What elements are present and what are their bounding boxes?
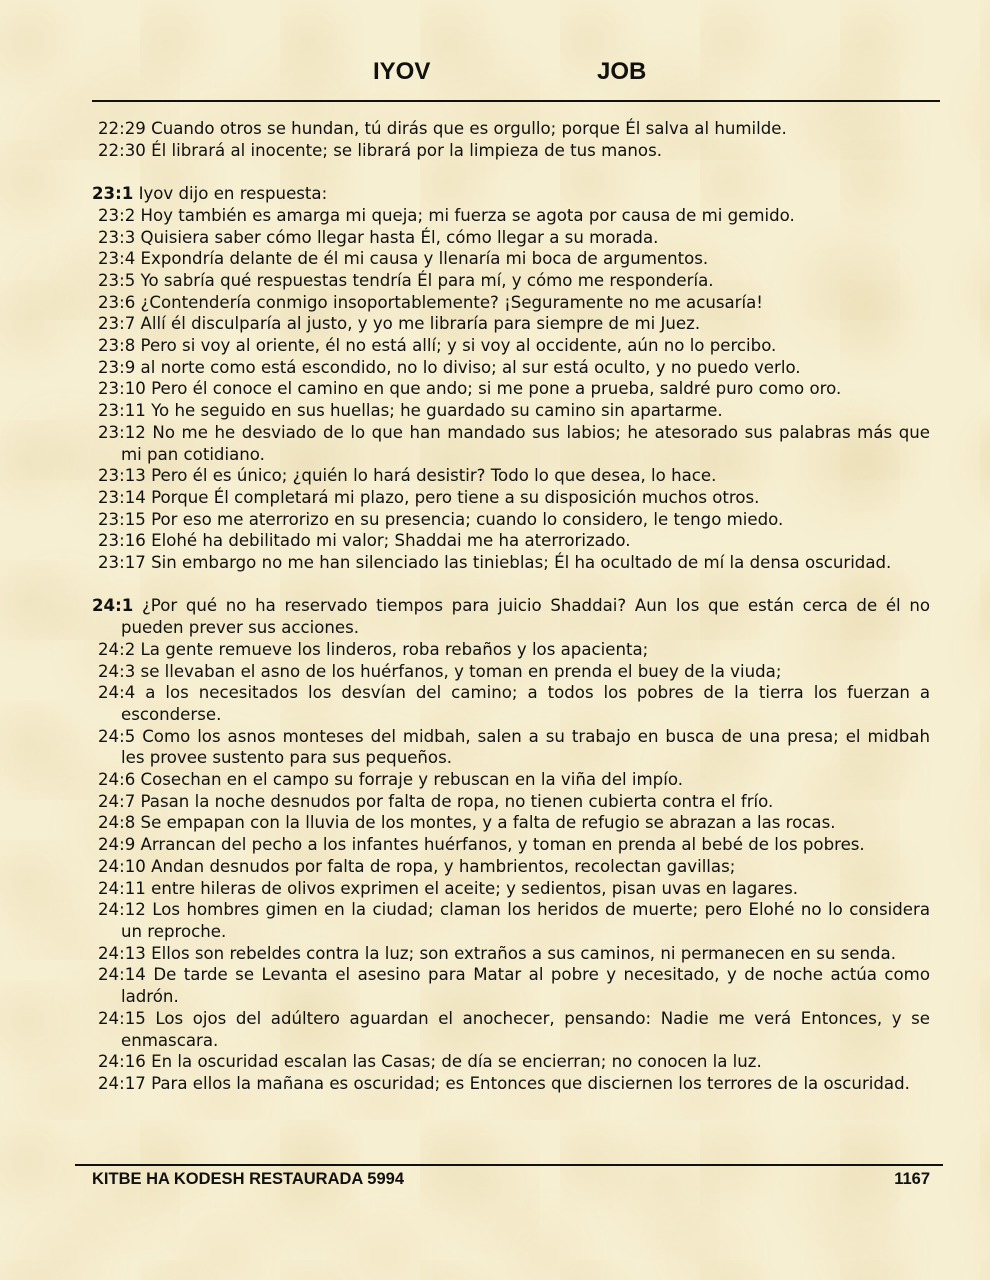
verse-text: Por eso me aterrorizo en su presencia; cuando lo considero, le tengo miedo.	[151, 509, 784, 529]
book-title-english: JOB	[597, 58, 647, 85]
verse-reference: 24:1	[92, 596, 134, 616]
verse-text: Iyov dijo en respuesta:	[138, 184, 328, 204]
chapter-gap	[92, 574, 930, 596]
page-number: 1167	[894, 1170, 930, 1188]
verse	[92, 1073, 930, 1095]
verse-text: entre hileras de olivos exprimen el aceite; y sedientos, pisan uvas en lagares.	[151, 878, 798, 898]
verse-reference: 23:10	[98, 379, 146, 399]
verse-reference: 23:3	[98, 227, 136, 247]
verse	[92, 552, 930, 574]
chapter-first-verse	[92, 595, 930, 638]
verse	[92, 400, 930, 422]
verse-text: Elohé ha debilitado mi valor; Shaddai me ha aterrorizado.	[151, 531, 631, 551]
chapter-gap	[92, 161, 930, 183]
book-title-hebrew: IYOV	[373, 58, 431, 85]
verse-reference: 24:13	[98, 943, 146, 963]
page-footer	[92, 1170, 930, 1194]
verse-reference: 22:29	[98, 119, 146, 138]
verse-reference: 24:17	[98, 1073, 146, 1093]
verse-text: Pero él es único; ¿quién lo hará desistir? Todo lo que desea, lo hace.	[151, 466, 717, 486]
verse	[92, 1051, 930, 1073]
scripture-text	[92, 118, 930, 1095]
verse	[92, 248, 930, 270]
verse-reference: 24:15	[98, 1008, 146, 1028]
verse-text: De tarde se Levanta el asesino para Matar al pobre y necesitado, y de noche actúa como ladrón.	[121, 965, 931, 1007]
verse	[92, 313, 930, 335]
verse-text: Cosechan en el campo su forraje y rebuscan en la viña del impío.	[140, 770, 683, 790]
verse-reference: 24:8	[98, 813, 136, 833]
verse	[92, 205, 930, 227]
verse-text: al norte como está escondido, no lo diviso; al sur está oculto, y no puedo verlo.	[140, 357, 801, 377]
verse-text: Arrancan del pecho a los infantes huérfanos, y toman en prenda al bebé de los pobres.	[140, 835, 865, 855]
verse	[92, 465, 930, 487]
verse	[92, 812, 930, 834]
verse-text: Se empapan con la lluvia de los montes, y a falta de refugio se abrazan a las rocas.	[140, 813, 836, 833]
footer-divider	[75, 1164, 943, 1166]
verse-text: ¿Contendería conmigo insoportablemente? ¡Seguramente no me acusaría!	[140, 292, 763, 312]
verse	[92, 834, 930, 856]
verse-text: Ellos son rebeldes contra la luz; son extraños a sus caminos, ni permanecen en su senda.	[151, 943, 896, 963]
verse	[92, 791, 930, 813]
verse	[92, 118, 930, 140]
verse	[92, 661, 930, 683]
verse-reference: 24:9	[98, 835, 136, 855]
verse-reference: 24:6	[98, 770, 136, 790]
verse-reference: 23:11	[98, 401, 146, 421]
verse-text: Como los asnos monteses del midbah, salen a su trabajo en busca de una presa; el midbah les provee sustento para sus pequeños.	[121, 726, 930, 768]
verse-reference: 23:6	[98, 292, 136, 312]
verse	[92, 964, 930, 1007]
verse	[92, 899, 930, 942]
verse-reference: 23:15	[98, 509, 146, 529]
verse-reference: 24:10	[98, 856, 146, 876]
verse-reference: 24:7	[98, 791, 136, 811]
verse	[92, 292, 930, 314]
verse	[92, 378, 930, 400]
verse-text: En la oscuridad escalan las Casas; de día se encierran; no conocen la luz.	[151, 1052, 762, 1072]
verse-text: Para ellos la mañana es oscuridad; es Entonces que disciernen los terrores de la oscuridad.	[151, 1073, 910, 1093]
verse-text: Porque Él completará mi plazo, pero tiene a su disposición muchos otros.	[151, 487, 760, 507]
page-header	[0, 58, 990, 88]
verse-text: Hoy también es amarga mi queja; mi fuerza se agota por causa de mi gemido.	[140, 205, 795, 225]
verse	[92, 335, 930, 357]
verse	[92, 357, 930, 379]
verse-reference: 23:7	[98, 314, 136, 334]
verse-text: Yo he seguido en sus huellas; he guardado su camino sin apartarme.	[151, 401, 723, 421]
verse-reference: 24:16	[98, 1052, 146, 1072]
verse	[92, 639, 930, 661]
verse-reference: 23:4	[98, 249, 136, 269]
verse-text: Cuando otros se hundan, tú dirás que es orgullo; porque Él salva al humilde.	[151, 119, 787, 138]
verse-text: Expondría delante de él mi causa y llenaría mi boca de argumentos.	[140, 249, 709, 269]
header-divider	[92, 100, 940, 102]
verse-text: No me he desviado de lo que han mandado sus labios; he atesorado sus palabras más que mi pan cotidiano.	[121, 422, 930, 464]
verse-text: Los hombres gimen en la ciudad; claman los heridos de muerte; pero Elohé no lo considera un reproche.	[121, 900, 930, 941]
verse	[92, 726, 930, 769]
verse-reference: 24:12	[98, 900, 146, 920]
edition-title: KITBE HA KODESH RESTAURADA 5994	[92, 1170, 405, 1188]
verse	[92, 227, 930, 249]
verse	[92, 530, 930, 552]
verse	[92, 509, 930, 531]
verse-reference: 24:5	[98, 726, 136, 746]
verse-text: Yo sabría qué respuestas tendría Él para mí, y cómo me respondería.	[140, 270, 714, 290]
verse-reference: 24:11	[98, 878, 146, 898]
verse-text: a los necesitados los desvían del camino; a todos los pobres de la tierra los fuerzan a esconderse.	[121, 683, 930, 724]
verse-text: Pero si voy al oriente, él no está allí; y si voy al occidente, aún no lo percibo.	[140, 336, 777, 356]
verse-reference: 23:5	[98, 270, 136, 290]
verse	[92, 140, 930, 162]
chapter-first-verse	[92, 183, 930, 205]
verse-reference: 23:9	[98, 357, 136, 377]
verse-reference: 23:16	[98, 531, 146, 551]
verse-text: ¿Por qué no ha reservado tiempos para juicio Shaddai? Aun los que están cerca de él no pueden prever sus acciones.	[121, 596, 930, 638]
verse-text: se llevaban el asno de los huérfanos, y toman en prenda el buey de la viuda;	[140, 661, 782, 681]
verse-reference: 24:14	[98, 965, 146, 985]
verse	[92, 682, 930, 725]
verse-reference: 24:4	[98, 683, 136, 703]
verse-reference: 23:2	[98, 205, 136, 225]
verse-reference: 23:1	[92, 184, 134, 204]
verse-reference: 23:13	[98, 466, 146, 486]
verse-reference: 24:3	[98, 661, 136, 681]
verse-text: Sin embargo no me han silenciado las tinieblas; Él ha ocultado de mí la densa oscuridad.	[151, 553, 892, 573]
verse-reference: 23:17	[98, 553, 146, 573]
verse-text: La gente remueve los linderos, roba rebaños y los apacienta;	[140, 639, 649, 659]
verse-reference: 23:14	[98, 487, 146, 507]
verse-reference: 22:30	[98, 140, 146, 160]
verse	[92, 487, 930, 509]
verse-text: Pasan la noche desnudos por falta de ropa, no tienen cubierta contra el frío.	[140, 791, 774, 811]
verse-reference: 23:8	[98, 336, 136, 356]
verse-text: Allí él disculparía al justo, y yo me libraría para siempre de mi Juez.	[140, 314, 701, 334]
verse-text: Quisiera saber cómo llegar hasta Él, cómo llegar a su morada.	[140, 227, 659, 247]
verse	[92, 270, 930, 292]
verse-reference: 24:2	[98, 639, 136, 659]
verse-text: Los ojos del adúltero aguardan el anochecer, pensando: Nadie me verá Entonces, y se enmascara.	[121, 1008, 930, 1050]
verse	[92, 878, 930, 900]
verse-text: Pero él conoce el camino en que ando; si me pone a prueba, saldré puro como oro.	[151, 379, 842, 399]
verse	[92, 422, 930, 465]
verse-text: Andan desnudos por falta de ropa, y hambrientos, recolectan gavillas;	[151, 856, 736, 876]
verse	[92, 1008, 930, 1051]
verse	[92, 943, 930, 965]
verse	[92, 856, 930, 878]
verse-text: Él librará al inocente; se librará por la limpieza de tus manos.	[151, 140, 662, 160]
verse	[92, 769, 930, 791]
verse-reference: 23:12	[98, 422, 146, 442]
